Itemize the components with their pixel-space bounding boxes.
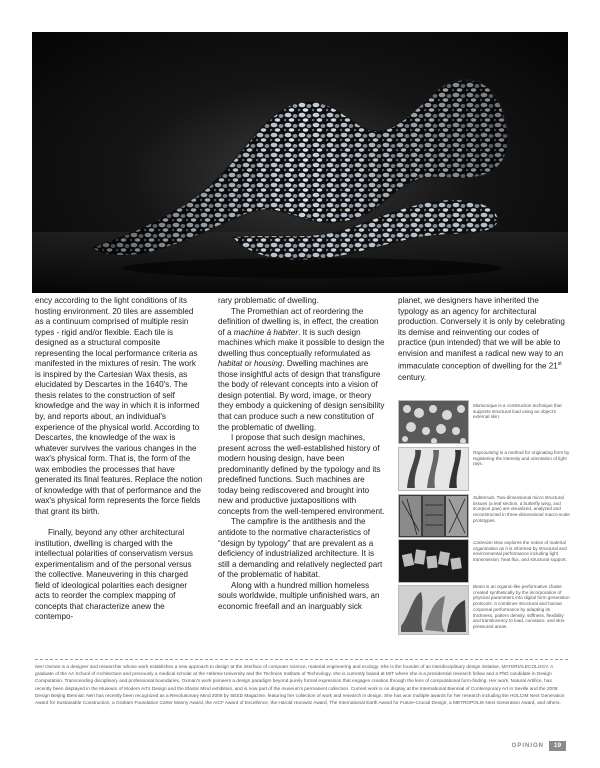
author-name: Neri Oxman [35, 665, 61, 670]
page-footer [512, 741, 566, 751]
body-paragraph: The campfire is the antithesis and the antidote to the normative characteristics of “design by typology” that are prevalent as a deficiency of industrialized architecture. It is still a demanding and relatively neglected part of the problematic of habitat. [218, 517, 383, 580]
text-column-3 [398, 296, 568, 383]
section-label: OPINION [511, 743, 544, 749]
body-paragraph: planet, we designers have inherited the typology as an agency for architectural production. Conversely it is only by celebrating its demise and reinventing our codes of practice (pun intended) that we will be able to envision and manifest a radical new way to an immaculate conception of dwelling for the 21st century. [398, 296, 565, 382]
body-paragraph: The Promethian act of reordering the definition of dwelling is, in effect, the creation of a machine à habiter. It is such design machines which make it possible to design the dwelling thus conceptually reformulated as habitat or housing. Dwelling machines are those insightful acts of design that transfigure the body of relevant concepts into a vision of design potential. By word, image, or theory they embody a quickening of design sensibility that can produce such a new constitution of the problematic of dwelling. [218, 306, 385, 432]
thumbnail-monocoque [398, 400, 469, 444]
caption-cartesian-wax: Cartesian Wax explores the notion of material organization as it is informed by structural and environmental performance including light transmission, heat flux, and structural support. [473, 540, 567, 563]
body-paragraph: I propose that such design machines, present across the well-established history of modern housing design, have been predominantly defined by the typology and its predefined functions. Such machines are today being rediscovered and brought into new and productive juxtapositions with concepts from the well-tempered environment. [218, 433, 385, 516]
thumbnail-raycounting [398, 447, 469, 491]
author-bio-text: is a designer and researcher whose work establishes a new approach to design at the interface of computer science, material engineering and ecology. She is the founder of an interdisciplinary design initiative, MATERIALECOLOGY. A graduate of the AA School of Architecture and previously a medical scholar at the Hebrew University and the Technion Institute of Technology, she is currently based at MIT where she is a presidential research fellow and a PhD candidate in Design Computation. Transcending disciplinary and professional boundaries, Oxman's work pioneers a design paradigm beyond purely formal expression that engages creation through the lens of computational form-finding. Her work, Natural Artifice, has recently been displayed in the Museum of Modern Art's Design and the Elastic Mind exhibition, and is now part of the museum's permanent collection. Current work is on display at the International Biennial of Contemporary Art in Seville and the 2008 Design Beijing Biennial. Neri has recently been recognized as a Revolutionary Mind 2008 by SEED Magazine, featuring her collection of work and research in design. She has won multiple awards for her research including the HOLCIM Next Generation Award for Sustainable Construction, a Graham Foundation Carter Manny Award, the AICF Award of Excellence, the Harold Horowitz Award, The International Earth Award for Future-Crucial Design, a METROPOLIS Next Generation Award, and others. [35, 665, 565, 707]
thumbnail-subterrain [398, 494, 469, 538]
thumbnail-beast [398, 585, 469, 635]
text-column-2 [218, 296, 386, 612]
caption-raycounting: Raycounting is a method for originating form by registering the intensity and orientation of light rays. [473, 450, 570, 467]
caption-beast: Beast is an organic-like performative chaise created synthetically by the incorporation of physical parameters into digital form generation protocols. It combines structural and human corporeal performance by adapting its thickness, pattern density, stiffness, flexibility and translucency to load, curvature, and skin-pressured areas. [473, 584, 570, 629]
body-paragraph: rary problematic of dwelling. [218, 296, 319, 305]
caption-monocoque: Monocoque is a construction technique that supports structural load using an object's external skin. [473, 403, 562, 420]
text-column-1 [35, 296, 203, 623]
page-number: 19 [549, 741, 566, 751]
thumbnail-cartesian-wax [398, 539, 469, 583]
body-paragraph: Along with a hundred million homeless souls worldwide, multiple unfinished wars, an economic freefall and an inarguably sick [218, 580, 380, 611]
cellular-sculpture-image [32, 32, 568, 293]
hero-photo-sculpture [32, 32, 568, 293]
body-paragraph: Finally, beyond any other architectural institution, dwelling is charged with the intellectual polarities of conservatism versus experimentalism and of the personal versus the collective. Maneuvering in this charged field of ideological polarities each designer acts to reorder the complex mapping of concepts that characterize anew the contempo- [35, 528, 193, 622]
caption-subterrain: Subterrain. Two-dimensional micro structural tissues (a leaf section, a butterfly wing, and scorpion paw) are visualized, analyzed and reconstructed in three-dimensional macro-scale prototypes. [473, 495, 570, 523]
body-paragraph: ency according to the light conditions of its hosting environment. 20 tiles are assembled as a continuum comprised of multiple resin types - rigid and/or flexible. Each tile is designed as a structural composite representing the local performance criteria as manifested in the mixtures of resin. The work is inspired by the Cartesian Wax thesis, as elucidated by Descartes in the 1640's. The thesis relates to the construction of self knowledge and the way in which it is informed by, and reports about, an individual's experience of the physical world. According to Descartes, the knowledge of the wax is whatever survives the various changes in the wax's physical form. That is, the form of the wax embodies the processes that have generated its final features. Replace the notion of knowledge with that of performance and the wax's physical form represents the force fields that grant its birth. [35, 296, 203, 516]
author-bio [35, 659, 568, 707]
